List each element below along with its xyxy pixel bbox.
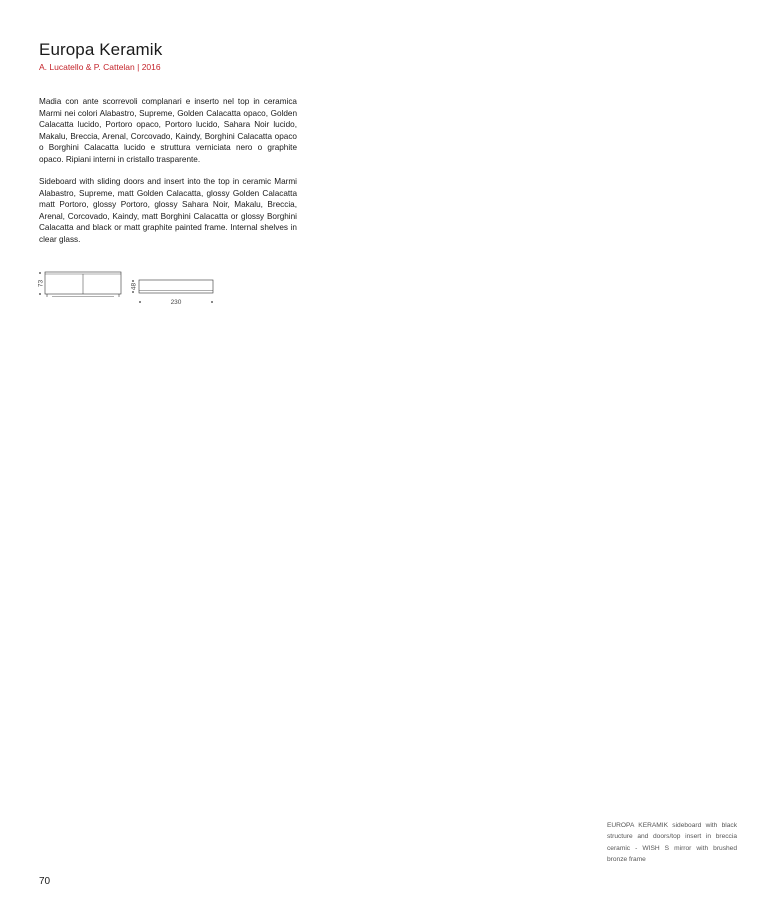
product-title: Europa Keramik	[39, 40, 163, 59]
description-italian: Madia con ante scorrevoli complanari e inserto nel top in ceramica Marmi nei colori Alabastro, Supreme, Golden Calacatta opaco, Golden Calacatta lucido, Portoro opaco, Portoro lucido, Sahara Noir lucido, Makalu, Breccia, Arenal, Corcovado, Kaindy, Borghini Calacatta opaco o Borghini Calacatta lucido e struttura verniciata nero o graphite opaco. Ripiani interni in cristallo trasparente.	[39, 97, 297, 164]
top-view-drawing	[131, 280, 214, 306]
photo-caption: EUROPA KERAMIK sideboard with black structure and doors/top insert in breccia ceramic - WISH S mirror with brushed bronze frame	[607, 822, 737, 863]
designers-credit: A. Lucatello & P. Cattelan | 2016	[39, 62, 161, 72]
technical-drawings	[32, 266, 222, 310]
front-view-drawing	[38, 272, 122, 297]
width-dimension-label: 230	[170, 299, 182, 306]
depth-dimension-label: 48	[130, 282, 138, 291]
description-english: Sideboard with sliding doors and insert into the top in ceramic Marmi Alabastro, Supreme, matt Golden Calacatta, glossy Golden Calacatta matt Portoro, glossy Portoro, glossy Sahara Noir, Makalu, Breccia, Arenal, Corcovado, Kaindy, matt Borghini Calacatta or glossy Borghini Calacatta and black or matt graphite painted frame. Internal shelves in clear glass.	[39, 177, 297, 244]
page-number: 70	[39, 876, 51, 887]
height-dimension-label: 73	[37, 279, 45, 288]
